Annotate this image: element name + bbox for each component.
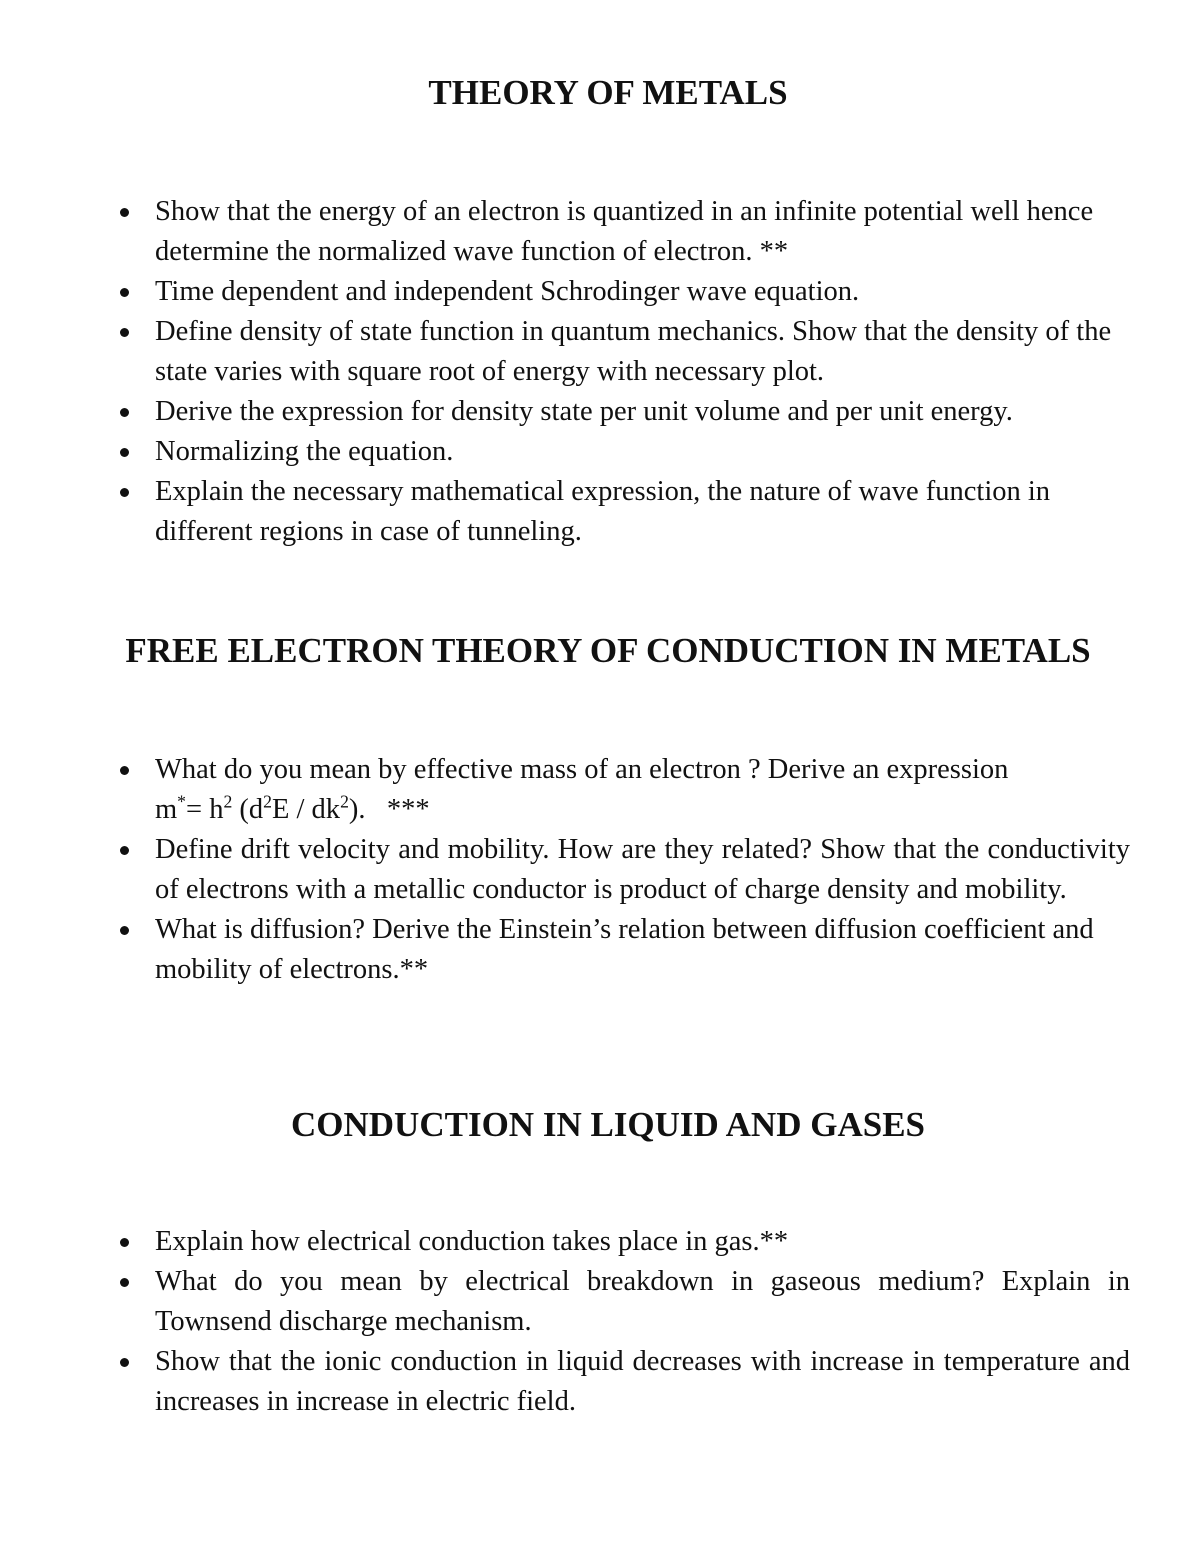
section-title-theory-of-metals: THEORY OF METALS [428, 73, 788, 112]
section-title-free-electron-theory: FREE ELECTRON THEORY OF CONDUCTION IN METALS [125, 631, 1091, 670]
bullet-icon [120, 766, 129, 775]
question-text-line: What do you mean by effective mass of an electron ? Derive an expression [155, 754, 1009, 785]
bullet-icon [120, 288, 129, 297]
question-text: Derive the expression for density state per unit volume and per unit energy. [155, 396, 1013, 427]
effective-mass-formula: $m^*= h^2$ $(d^2E / dk^2)$. *** [155, 791, 430, 825]
bullet-icon [120, 328, 129, 337]
list-item [0, 392, 1200, 432]
bullet-icon [120, 846, 129, 855]
question-text: Define drift velocity and mobility. How are they related? Show that the conductivity of electrons with a metallic conductor is product of charge density and mobility. [155, 834, 1130, 905]
list-item [0, 192, 1200, 272]
list-item [0, 1262, 1200, 1342]
question-list-free-electron-theory [0, 750, 1200, 990]
bullet-icon [120, 488, 129, 497]
question-text: Normalizing the equation. [155, 436, 454, 467]
list-item [0, 750, 1200, 830]
bullet-icon [120, 1358, 129, 1367]
bullet-icon [120, 208, 129, 217]
bullet-icon [120, 448, 129, 457]
question-text: What is diffusion? Derive the Einstein’s relation between diffusion coefficient and mobility of electrons.** [155, 914, 1094, 985]
question-list-theory-of-metals [0, 192, 1200, 552]
bullet-icon [120, 926, 129, 935]
question-list-conduction-liquid-gases [0, 1222, 1200, 1422]
bullet-icon [120, 1238, 129, 1247]
question-text: Explain how electrical conduction takes place in gas.** [155, 1226, 789, 1257]
question-text: Define density of state function in quantum mechanics. Show that the density of the state varies with square root of energy with necessary plot. [155, 316, 1112, 387]
bullet-icon [120, 1278, 129, 1287]
bullet-icon [120, 408, 129, 417]
list-item [0, 910, 1200, 990]
list-item [0, 432, 1200, 472]
question-text: What do you mean by electrical breakdown in gaseous medium? Explain in Townsend discharge mechanism. [155, 1266, 1130, 1337]
question-text: Time dependent and independent Schrodinger wave equation. [155, 276, 860, 307]
list-item [0, 312, 1200, 392]
section-title-conduction-liquid-gases: CONDUCTION IN LIQUID AND GASES [291, 1105, 925, 1144]
list-item [0, 472, 1200, 552]
list-item [0, 1342, 1200, 1422]
list-item [0, 1222, 1200, 1262]
question-text: Explain the necessary mathematical expression, the nature of wave function in different regions in case of tunneling. [155, 476, 1051, 547]
question-text: Show that the energy of an electron is quantized in an infinite potential well hence determine the normalized wave function of electron. ** [155, 196, 1094, 267]
question-text: Show that the ionic conduction in liquid decreases with increase in temperature and increases in increase in electric field. [155, 1346, 1130, 1417]
list-item [0, 830, 1200, 910]
question-text [155, 750, 1130, 830]
list-item [0, 272, 1200, 312]
